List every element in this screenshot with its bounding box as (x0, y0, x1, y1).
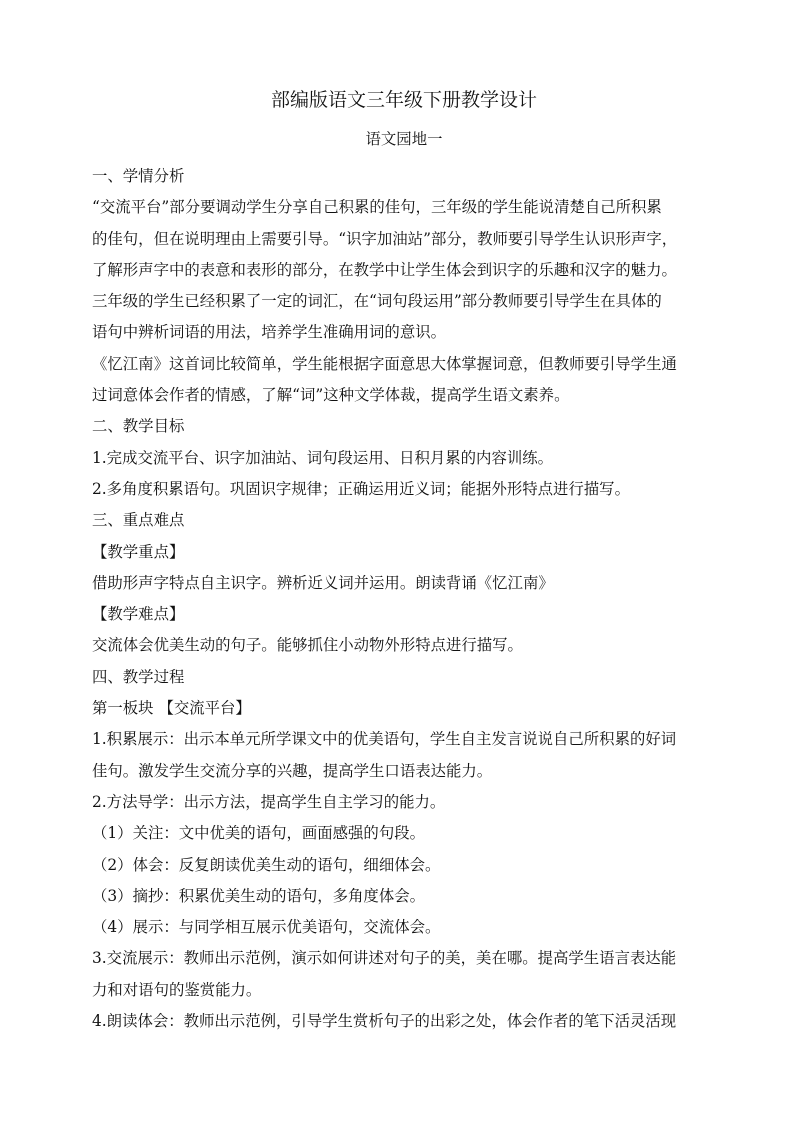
body-line: 2.方法导学：出示方法，提高学生自主学习的能力。 (92, 792, 446, 811)
body-line: （2）体会：反复朗读优美生动的语句，细细体会。 (92, 855, 441, 874)
document-subtitle: 语文园地一 (365, 130, 443, 148)
block-heading: 第一板块 【交流平台】 (92, 699, 251, 718)
body-line: 的佳句，但在说明理由上需要引导。“识字加油站”部分，教师要引导学生认识形声字， (92, 229, 678, 248)
subheading-key-focus: 【教学重点】 (92, 542, 185, 561)
body-line: 3.交流展示：教师出示范例，演示如何讲述对句子的美，美在哪。提高学生语言表达能 (92, 949, 677, 968)
body-line: （1）关注：文中优美的语句，画面感强的句段。 (92, 824, 425, 843)
section-heading-key-points: 三、重点难点 (92, 511, 185, 530)
section-heading-process: 四、教学过程 (92, 667, 185, 686)
body-line: 了解形声字中的表意和表形的部分，在教学中让学生体会到识字的乐趣和汉字的魅力。 (92, 260, 677, 279)
body-line: 《忆江南》这首词比较简单，学生能根据字面意思大体掌握词意，但教师要引导学生通 (92, 354, 677, 373)
body-line: 4.朗读体会：教师出示范例，引导学生赏析句子的出彩之处，体会作者的笔下活灵活现 (92, 1012, 677, 1031)
body-line: 1.积累展示：出示本单元所学课文中的优美语句，学生自主发言说说自己所积累的好词 (92, 730, 677, 749)
section-heading-goals: 二、教学目标 (92, 417, 185, 436)
document-body (92, 161, 716, 1037)
body-line: 三年级的学生已经积累了一定的词汇，在“词句段运用”部分教师要引导学生在具体的 (92, 292, 662, 311)
body-line: “交流平台”部分要调动学生分享自己积累的佳句，三年级的学生能说清楚自己所积累 (92, 198, 662, 217)
body-line: 语句中辨析词语的用法，培养学生准确用词的意识。 (92, 323, 446, 342)
body-line: 1.完成交流平台、识字加油站、词句段运用、日积月累的内容训练。 (92, 448, 554, 467)
document-title: 部编版语文三年级下册教学设计 (270, 89, 537, 111)
section-heading-analysis: 一、学情分析 (92, 167, 185, 185)
body-line: 力和对语句的鉴赏能力。 (92, 980, 262, 999)
subheading-difficulty: 【教学难点】 (92, 605, 185, 624)
document-page (92, 86, 716, 1037)
body-line: 借助形声字特点自主识字。辨析近义词并运用。朗读背诵《忆江南》 (92, 573, 554, 592)
body-line: 2.多角度积累语句。巩固识字规律；正确运用近义词；能据外形特点进行描写。 (92, 479, 630, 498)
body-line: 过词意体会作者的情感，了解“词”这种文学体裁，提高学生语文素养。 (92, 386, 570, 405)
body-line: 交流体会优美生动的句子。能够抓住小动物外形特点进行描写。 (92, 636, 523, 655)
body-line: （4）展示：与同学相互展示优美语句，交流体会。 (92, 918, 441, 937)
body-line: 佳句。激发学生交流分享的兴趣，提高学生口语表达能力。 (92, 761, 493, 780)
body-line: （3）摘抄：积累优美生动的语句，多角度体会。 (92, 886, 425, 905)
